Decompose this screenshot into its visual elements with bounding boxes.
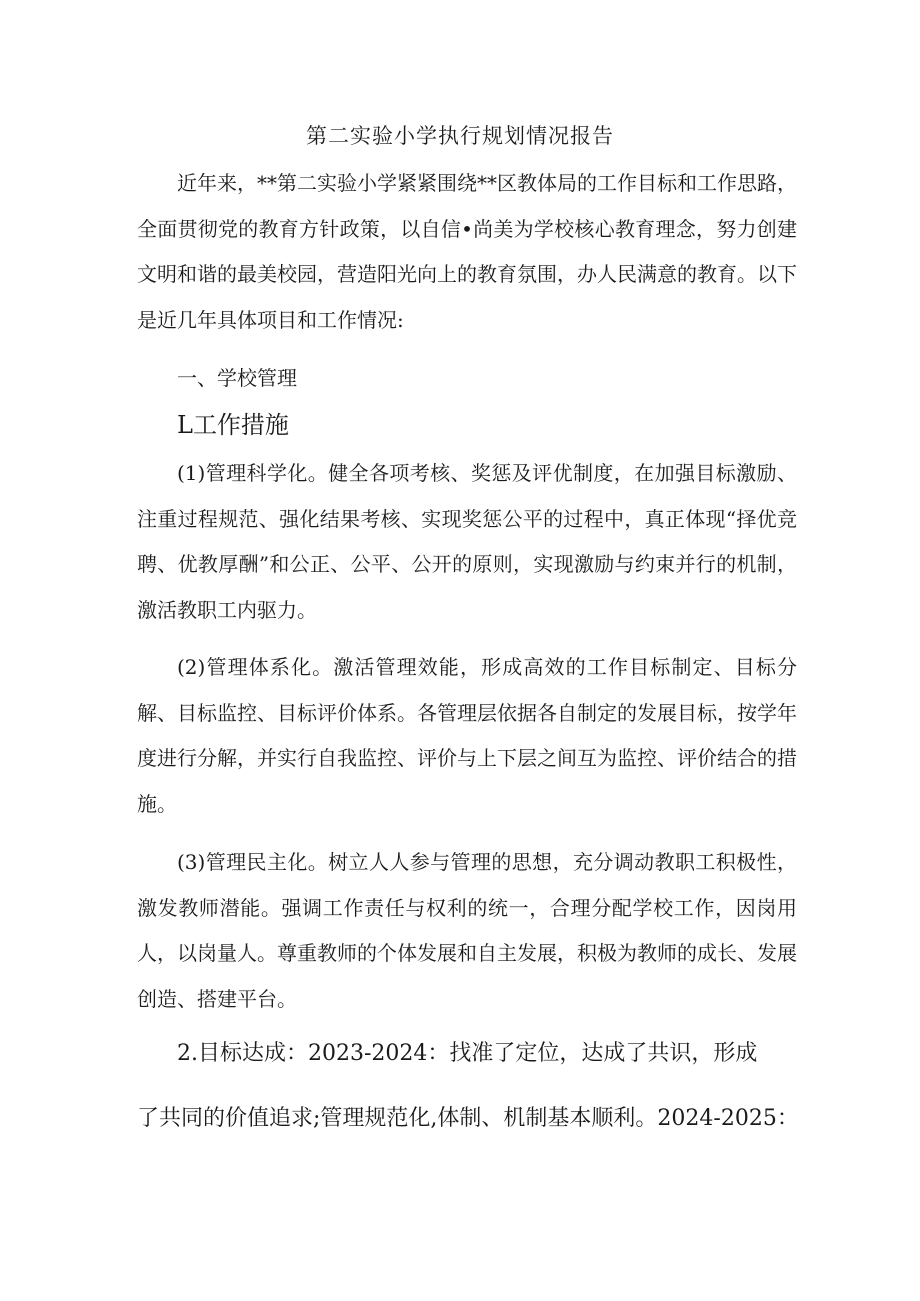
subsection-heading-work-measures: L工作措施 xyxy=(177,411,289,439)
goal-achievement-line-2: 了共同的价值追求;管理规范化,体制、机制基本顺利。2024-2025： xyxy=(137,1106,799,1131)
intro-paragraph: 近年来，**第二实验小学紧紧围绕**区教体局的工作目标和工作思路，全面贯彻党的教育方针政策，以自信•尚美为学校核心教育理念，努力创建文明和谐的最美校园，营造阳光向上的教育氛围，办人民满意的教育。以下是近几年具体项目和工作情况: xyxy=(137,171,797,332)
measure-paragraph-3: (3)管理民主化。树立人人参与管理的思想，充分调动教职工积极性，激发教师潜能。强调工作责任与权利的统一，合理分配学校工作，因岗用人，以岗量人。尊重教师的个体发展和自主发展，积极为教师的成长、发展创造、搭建平台。 xyxy=(137,850,797,1011)
measure-paragraph-2: (2)管理体系化。激活管理效能，形成高效的工作目标制定、目标分解、目标监控、目标评价体系。各管理层依据各自制定的发展目标，按学年度进行分解，并实行自我监控、评价与上下层之间互为监控、评价结合的措施。 xyxy=(137,655,797,816)
section-heading-school-management: 一、学校管理 xyxy=(177,366,297,390)
goal-achievement-line-1: 2.目标达成：2023-2024：找准了定位，达成了共识，形成 xyxy=(177,1041,758,1066)
document-title: 第二实验小学执行规划情况报告 xyxy=(306,124,614,148)
measure-paragraph-1: (1)管理科学化。健全各项考核、奖惩及评优制度，在加强目标激励、注重过程规范、强化结果考核、实现奖惩公平的过程中，真正体现“择优竞聘、优教厚酬”和公正、公平、公开的原则，实现激励与约束并行的机制，激活教职工内驱力。 xyxy=(137,461,797,622)
